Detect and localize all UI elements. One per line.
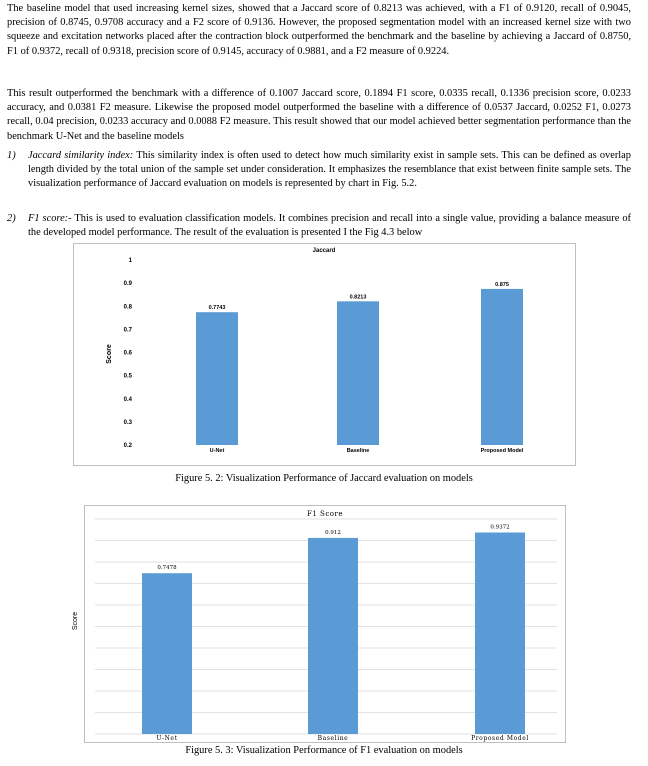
- list-text: This similarity index is often used to detect how much similarity exist in sample sets. This can be defined as overlap length divided by the total union of the sample set under consideration. It emphasizes the resemblance that exist between finite sample sets. The visualization performance of Jaccard evaluation on models is represented by chart in Fig. 5.2.: [28, 150, 631, 190]
- data-label: 0.912: [325, 529, 341, 536]
- x-tick-label: U-Net: [209, 448, 225, 454]
- y-tick-label: 0.5: [123, 373, 132, 380]
- data-label: 0.7743: [208, 305, 226, 312]
- y-axis-label: Score: [72, 611, 79, 631]
- y-tick-label: 0.4: [123, 396, 132, 403]
- list-term: F1 score:: [28, 213, 69, 224]
- bar: [481, 289, 523, 445]
- chart-title: Jaccard: [312, 248, 336, 254]
- f1-chart: [72, 505, 566, 743]
- bar: [308, 538, 358, 734]
- y-tick-label: 0.6: [123, 350, 132, 357]
- list-term: Jaccard similarity index:: [28, 150, 134, 161]
- jaccard-chart: [73, 243, 576, 466]
- x-tick-label: Proposed Model: [471, 735, 529, 742]
- x-tick-label: Proposed Model: [480, 448, 524, 454]
- bar: [196, 312, 238, 445]
- paragraph-1-text: The baseline model that used increasing kernel sizes, showed that a Jaccard score of 0.8213 was achieved, with a F1 of 0.9120, recall of 0.9045, precision of 0.8745, 0.9708 accuracy and a F2 score of 0.9136. However, the proposed segmentation model with an increased kernel size with two squeeze and excitation networks placed after the contraction block outperformed the benchmark and the baseline by achieving a Jaccard of 0.8750, F1 of 0.9372, recall of 0.9318, precision score of 0.9145, accuracy of 0.9881, and a F2 measure of 0.9224.: [7, 3, 631, 57]
- figure-caption-5-3: Figure 5. 3: Visualization Performance of F1 evaluation on models: [185, 745, 463, 756]
- bar: [142, 573, 192, 734]
- list-number: 1): [7, 150, 16, 161]
- list-item-jaccard: [7, 149, 631, 192]
- y-tick-label: 0.7: [123, 327, 132, 334]
- jaccard-chart-svg: [74, 244, 575, 465]
- data-label: 0.875: [495, 281, 509, 288]
- y-tick-label: 0.9: [123, 281, 132, 288]
- data-label: 0.7478: [157, 565, 177, 572]
- x-tick-label: U-Net: [156, 735, 178, 742]
- y-tick-label: 0.8: [123, 304, 132, 311]
- list-number: 2): [7, 213, 16, 224]
- y-tick-label: 1: [128, 258, 132, 264]
- data-label: 0.9372: [490, 524, 510, 531]
- bar: [337, 301, 379, 445]
- list-item-f1: [7, 212, 631, 240]
- data-label: 0.8213: [349, 294, 367, 301]
- list-text: - This is used to evaluation classification models. It combines precision and recall into a single value, providing a balance measure of the developed model performance. The result of the evaluation is presented I the Fig 4.3 below: [28, 213, 631, 239]
- figure-caption-5-2: Figure 5. 2: Visualization Performance of Jaccard evaluation on models: [175, 473, 473, 484]
- paragraph-1: [7, 2, 631, 59]
- f1-chart-svg: [72, 506, 565, 742]
- paragraph-2-text: This result outperformed the benchmark with a difference of 0.1007 Jaccard score, 0.1894 F1 score, 0.0335 recall, 0.1336 precision score, 0.0233 accuracy, and 0.0381 F2 measure. Likewise the proposed model outperformed the baseline with a difference of 0.0537 Jaccard, 0.0252 F1, 0.0273 recall, 0.04 precision, 0.0233 accuracy and 0.0088 F2 measure. This result showed that our model achieved better segmentation performance than the benchmark U-Net and the baseline models: [7, 88, 631, 142]
- bar: [475, 533, 525, 734]
- x-tick-label: Baseline: [346, 448, 370, 454]
- paragraph-2: [7, 87, 631, 144]
- x-tick-label: Baseline: [317, 735, 349, 742]
- y-tick-label: 0.3: [123, 419, 132, 426]
- y-tick-label: 0.2: [123, 443, 132, 449]
- y-axis-label: Score: [106, 344, 113, 364]
- chart-title: F1 Score: [307, 510, 343, 518]
